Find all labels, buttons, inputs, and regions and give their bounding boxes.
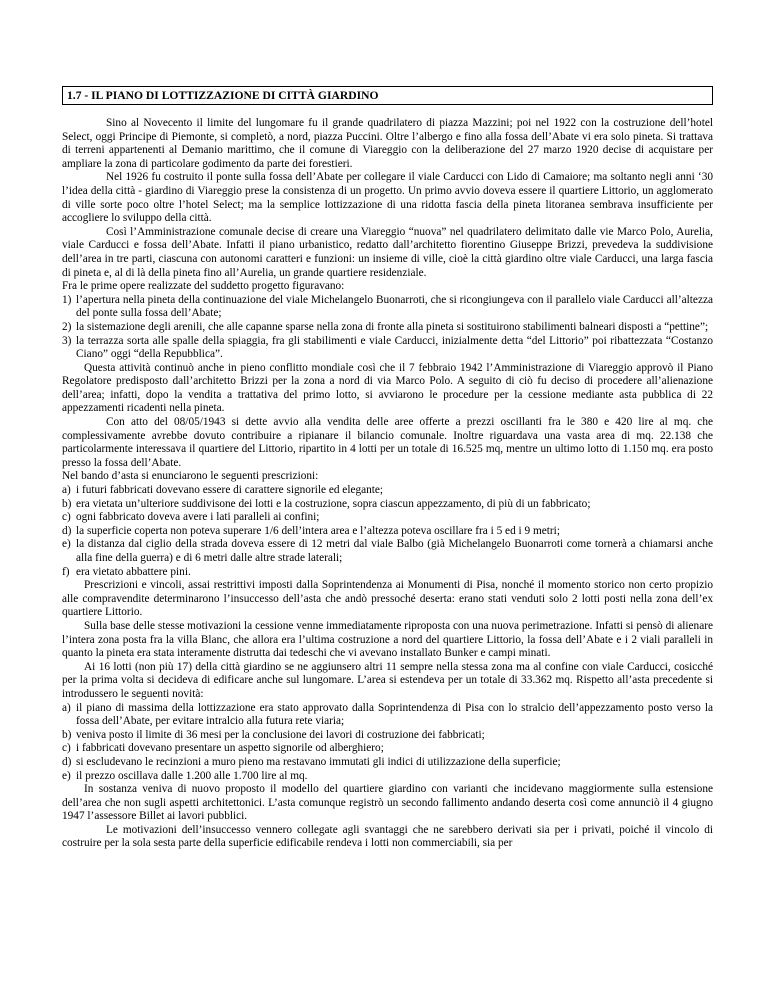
paragraph: Ai 16 lotti (non più 17) della città giardino se ne aggiunsero altri 11 sempre nella stessa zona ma al confine con viale Carducci, cosicché per la prima volta si decideva di edificare anche sul lungomare. L’area si estendeva per un totale di 33.362 mq. Rispetto all’asta precedente si introdussero le seguenti novità: xyxy=(62,660,713,700)
document-page xyxy=(62,86,713,851)
list-item xyxy=(62,566,713,580)
list-item-text: i futuri fabbricati dovevano essere di carattere signorile ed elegante; xyxy=(76,484,384,497)
list-marker: 3) xyxy=(62,334,72,347)
list-item-text: la distanza dal ciglio della strada doveva essere di 12 metri dal viale Balbo (già Michelangelo Buonarroti come tornerà a chiamarsi anche alla fine della guerra) e di 6 metri dalle altre strade laterali; xyxy=(76,538,713,564)
lettered-list xyxy=(62,702,713,784)
list-item-text: era vietato abbattere pini. xyxy=(76,565,191,578)
list-marker: d) xyxy=(62,755,72,768)
list-marker: d) xyxy=(62,524,72,537)
paragraph: Sino al Novecento il limite del lungomare fu il grande quadrilatero di piazza Mazzini; poi nel 1922 con la costruzione dell’hotel Select, oggi Principe di Piemonte, si completò, a nord, piazza Puccini. Oltre l’albergo e fino alla fossa dell’Abate vi era solo pineta. Si trattava di terreni appartenenti al Demanio marittimo, che il comune di Viareggio con la deliberazione del 27 marzo 1920 decise di acquistare per ampliare la zona di particolare godimento da parte dei forestieri. xyxy=(62,117,713,170)
list-item xyxy=(62,321,713,335)
list-marker: e) xyxy=(62,538,71,551)
paragraph: Con atto del 08/05/1943 si dette avvio alla vendita delle aree offerte a prezzi oscillanti fra le 380 e 420 lire al mq. che complessivamente avrebbe dovuto contribuire a ripianare il bilancio comunale. Inoltre riguardava una vasta area di mq. 22.138 che particolarmente interessava il quartiere del Littorio, ripartito in 4 lotti per un totale di 16.525 mq, mentre un ultimo lotto di 1.150 mq. era posto presso la fossa dell’Abate. xyxy=(62,416,713,469)
list-marker: f) xyxy=(62,565,70,578)
list-item-text: veniva posto il limite di 36 mesi per la conclusione dei lavori di costruzione dei fabbricati; xyxy=(76,728,485,741)
body-text xyxy=(62,117,713,851)
list-marker: 2) xyxy=(62,320,72,333)
list-marker: b) xyxy=(62,728,72,741)
list-marker: c) xyxy=(62,511,71,524)
list-item-text: la superficie coperta non poteva superare 1/6 dell’intera area e l’altezza poteva oscillare fra i 5 ed i 9 metri; xyxy=(76,524,560,537)
list-item xyxy=(62,729,713,743)
numbered-list xyxy=(62,294,713,362)
list-item xyxy=(62,294,713,321)
list-item xyxy=(62,702,713,729)
paragraph: Le motivazioni dell’insuccesso vennero collegate agli svantaggi che ne sarebbero derivati sia per i privati, poiché il vincolo di costruire per la sola sesta parte della superficie edificabile rendeva i lotti non commerciabili, sia per xyxy=(62,823,713,850)
list-item-text: l’apertura nella pineta della continuazione del viale Michelangelo Buonarroti, che si ricongiungeva con il parallelo viale Carducci all’altezza del ponte sulla fossa dell’Abate; xyxy=(76,293,713,320)
list-item xyxy=(62,484,713,498)
list-item-text: il prezzo oscillava dalle 1.200 alle 1.700 lire al mq. xyxy=(76,769,308,782)
list-marker: e) xyxy=(62,769,71,782)
list-item xyxy=(62,525,713,539)
paragraph: Nel 1926 fu costruito il ponte sulla fossa dell’Abate per collegare il viale Carducci con Lido di Camaiore; ma soltanto negli anni ‘30 l’idea della città - giardino di Viareggio prese la consistenza di un progetto. Un primo avvio doveva essere il quartiere Littorio, un agglomerato di ville sorte poco oltre l’hotel Select; ma la semplice lottizzazione di una ridotta fascia della pineta litoranea sembrava insufficiente per accogliere lo sviluppo della città. xyxy=(62,171,713,225)
paragraph: Prescrizioni e vincoli, assai restrittivi imposti dalla Soprintendenza ai Monumenti di Pisa, nonché il momento storico non certo propizio alle compravendite determinarono l’insuccesso dell’asta che andò pressoché deserta: erano stati venduti solo 2 lotti posti nella zona dell’ex quartiere Littorio. xyxy=(62,579,713,619)
list-item xyxy=(62,498,713,512)
paragraph: In sostanza veniva di nuovo proposto il modello del quartiere giardino con varianti che incidevano maggiormente sulla estensione dell’area che non sugli aspetti architettonici. L’asta comunque registrò un secondo fallimento andando deserta così come annunciò il 4 giugno 1947 l’assessore Billet ai lavori pubblici. xyxy=(62,783,713,823)
paragraph: Così l’Amministrazione comunale decise di creare una Viareggio “nuova” nel quadrilatero delimitato dalle vie Marco Polo, Aurelia, viale Carducci e fossa dell’Abate. Infatti il piano urbanistico, redatto dall’architetto fiorentino Giuseppe Brizzi, prevedeva la suddivisione dell’area in tre parti, ciascuna con autonomi caratteri e funzioni: un insieme di ville, cioè la città giardino oltre viale Carducci, una larga fascia di pineta e, al di là della pineta fino all’Aurelia, un grande quartiere residenziale. xyxy=(62,225,713,279)
list-item xyxy=(62,511,713,525)
paragraph: Nel bando d’asta si enunciarono le seguenti prescrizioni: xyxy=(62,470,319,483)
section-title: 1.7 - IL PIANO DI LOTTIZZAZIONE DI CITTÀ GIARDINO xyxy=(62,86,713,105)
list-marker: a) xyxy=(62,484,71,497)
list-item-text: la sistemazione degli arenili, che alle capanne sparse nella zona di fronte alla pineta si sostituirono stabilimenti balneari disposti a “pettine”; xyxy=(76,320,709,333)
paragraph: Questa attività continuò anche in pieno conflitto mondiale così che il 7 febbraio 1942 l’Amministrazione di Viareggio approvò il Piano Regolatore predisposto dall’architetto Brizzi per la zona a nord di via Marco Polo. A seguito di ciò fu deciso di procedere all’alienazione dell’area; infatti, dopo la vendita a trattativa del primo lotto, si avviarono le procedure per la cessione mediante asta pubblica di 22 appezzamenti ricadenti nella pineta. xyxy=(62,361,713,415)
list-item xyxy=(62,335,713,362)
list-item-text: si escludevano le recinzioni a muro pieno ma restavano immutati gli indici di utilizzazione della superficie; xyxy=(76,755,561,768)
list-marker: 1) xyxy=(62,293,72,306)
list-marker: a) xyxy=(62,701,71,714)
list-item xyxy=(62,538,713,565)
list-marker: b) xyxy=(62,497,72,510)
list-item xyxy=(62,742,713,756)
list-item-text: ogni fabbricato doveva avere i lati paralleli ai confini; xyxy=(76,511,320,524)
list-item-text: i fabbricati dovevano presentare un aspetto signorile od alberghiero; xyxy=(76,742,384,755)
list-item xyxy=(62,770,713,784)
list-marker: c) xyxy=(62,742,71,755)
paragraph: Fra le prime opere realizzate del suddetto progetto figuravano: xyxy=(62,280,345,293)
paragraph: Sulla base delle stesse motivazioni la cessione venne immediatamente riproposta con una nuova perimetrazione. Infatti si pensò di alienare l’intera zona posta fra la villa Blanc, che allora era l’ultima costruzione a nord del quartiere Littorio, la fossa dell’Abate e i 2 viali paralleli in quanto la pineta era stata interamente distrutta dai tedeschi che vi avevano installato Bunker e campi minati. xyxy=(62,619,713,660)
lettered-list xyxy=(62,484,713,579)
list-item-text: era vietata un’ulteriore suddivisone dei lotti e la costruzione, sopra ciascun appezzamento, di più di un fabbricato; xyxy=(76,497,591,510)
list-item-text: la terrazza sorta alle spalle della spiaggia, fra gli stabilimenti e viale Carducci, inizialmente detta “del Littorio” poi ribattezzata “Costanzo Ciano” oggi “della Repubblica”. xyxy=(76,334,713,361)
list-item-text: il piano di massima della lottizzazione era stato approvato dalla Soprintendenza di Pisa con lo stralcio dell’appezzamento posto verso la fossa dell’Abate, per evitare intralcio alla futura rete viaria; xyxy=(76,701,713,728)
list-item xyxy=(62,756,713,770)
